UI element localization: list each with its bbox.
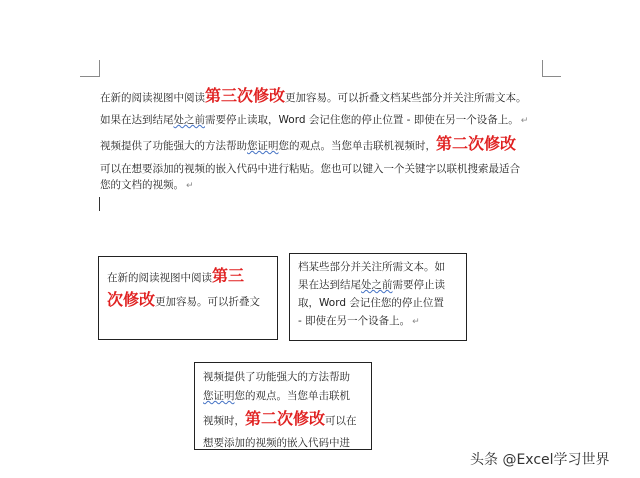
text-run: 可以在想要添加的视频的嵌入代码中进行粘贴。您也可以键入一个关键字以联机搜索最适合 bbox=[100, 163, 520, 175]
text-run: 取，Word 会记住您的停止位置 bbox=[298, 297, 444, 309]
text-run: - 即使在另一个设备上。 bbox=[298, 315, 411, 327]
spellcheck-underlined-text: 您证明 bbox=[247, 140, 279, 152]
red-highlight-text: 次修改 bbox=[107, 290, 156, 309]
text-box-2[interactable] bbox=[289, 253, 467, 341]
paragraph-mark-icon: ↵ bbox=[520, 116, 529, 126]
text-run: 想要添加的视频的嵌入代码中进 bbox=[203, 437, 350, 449]
text-run: 视频提供了功能强大的方法帮助 bbox=[203, 371, 350, 383]
red-highlight-text: 第二次修改 bbox=[245, 409, 326, 428]
spellcheck-underlined-text: 处之前 bbox=[173, 114, 205, 126]
red-highlight-text: 第三 bbox=[212, 266, 245, 285]
text-run: 档某些部分并关注所需文本。如 bbox=[298, 261, 445, 273]
spellcheck-underlined-text: 您证明 bbox=[203, 390, 235, 402]
crop-mark-top-right-v bbox=[542, 60, 543, 77]
crop-mark-top-left-v bbox=[99, 60, 100, 77]
doc-line-1[interactable] bbox=[100, 88, 560, 106]
text-run: 在新的阅读视图中阅读 bbox=[107, 272, 212, 284]
doc-line-3[interactable] bbox=[100, 136, 560, 154]
text-run: 您的观点。当您单击联机 bbox=[234, 390, 350, 402]
doc-line-5[interactable] bbox=[100, 177, 560, 194]
crop-mark-top-right-h bbox=[542, 76, 561, 77]
text-box-3[interactable] bbox=[194, 362, 372, 450]
text-cursor bbox=[99, 197, 100, 211]
red-highlight-text: 第二次修改 bbox=[436, 134, 517, 153]
text-box-1[interactable] bbox=[98, 256, 278, 340]
spellcheck-underlined-text: 处之前 bbox=[361, 279, 393, 291]
text-run: 果在达到结尾 bbox=[298, 279, 361, 291]
text-run: 更加容易。可以折叠文 bbox=[155, 296, 261, 308]
watermark: 头条 @Excel学习世界 bbox=[470, 452, 610, 468]
text-run: 可以在 bbox=[325, 415, 357, 427]
text-run: 需要停止读取，Word 会记住您的停止位置 - 即使在另一个设备上。 bbox=[205, 114, 519, 126]
text-run: 您的观点。当您单击联机视频时， bbox=[278, 140, 436, 152]
text-run: 在新的阅读视图中阅读 bbox=[100, 92, 205, 104]
crop-mark-top-left-h bbox=[80, 76, 99, 77]
text-run: 视频提供了功能强大的方法帮助 bbox=[100, 140, 247, 152]
text-run: 视频时， bbox=[203, 415, 245, 427]
red-highlight-text: 第三次修改 bbox=[205, 86, 286, 105]
text-run: 如果在达到结尾 bbox=[100, 114, 174, 126]
paragraph-mark-icon: ↵ bbox=[186, 181, 194, 191]
text-run: 需要停止读 bbox=[392, 279, 445, 291]
text-run: 您的文档的视频。 bbox=[100, 179, 184, 191]
doc-line-4[interactable] bbox=[100, 161, 560, 177]
text-run: 更加容易。可以折叠文档某些部分并关注所需文本。 bbox=[285, 92, 527, 104]
doc-line-2[interactable] bbox=[100, 112, 560, 129]
paragraph-mark-icon: ↵ bbox=[412, 317, 420, 327]
